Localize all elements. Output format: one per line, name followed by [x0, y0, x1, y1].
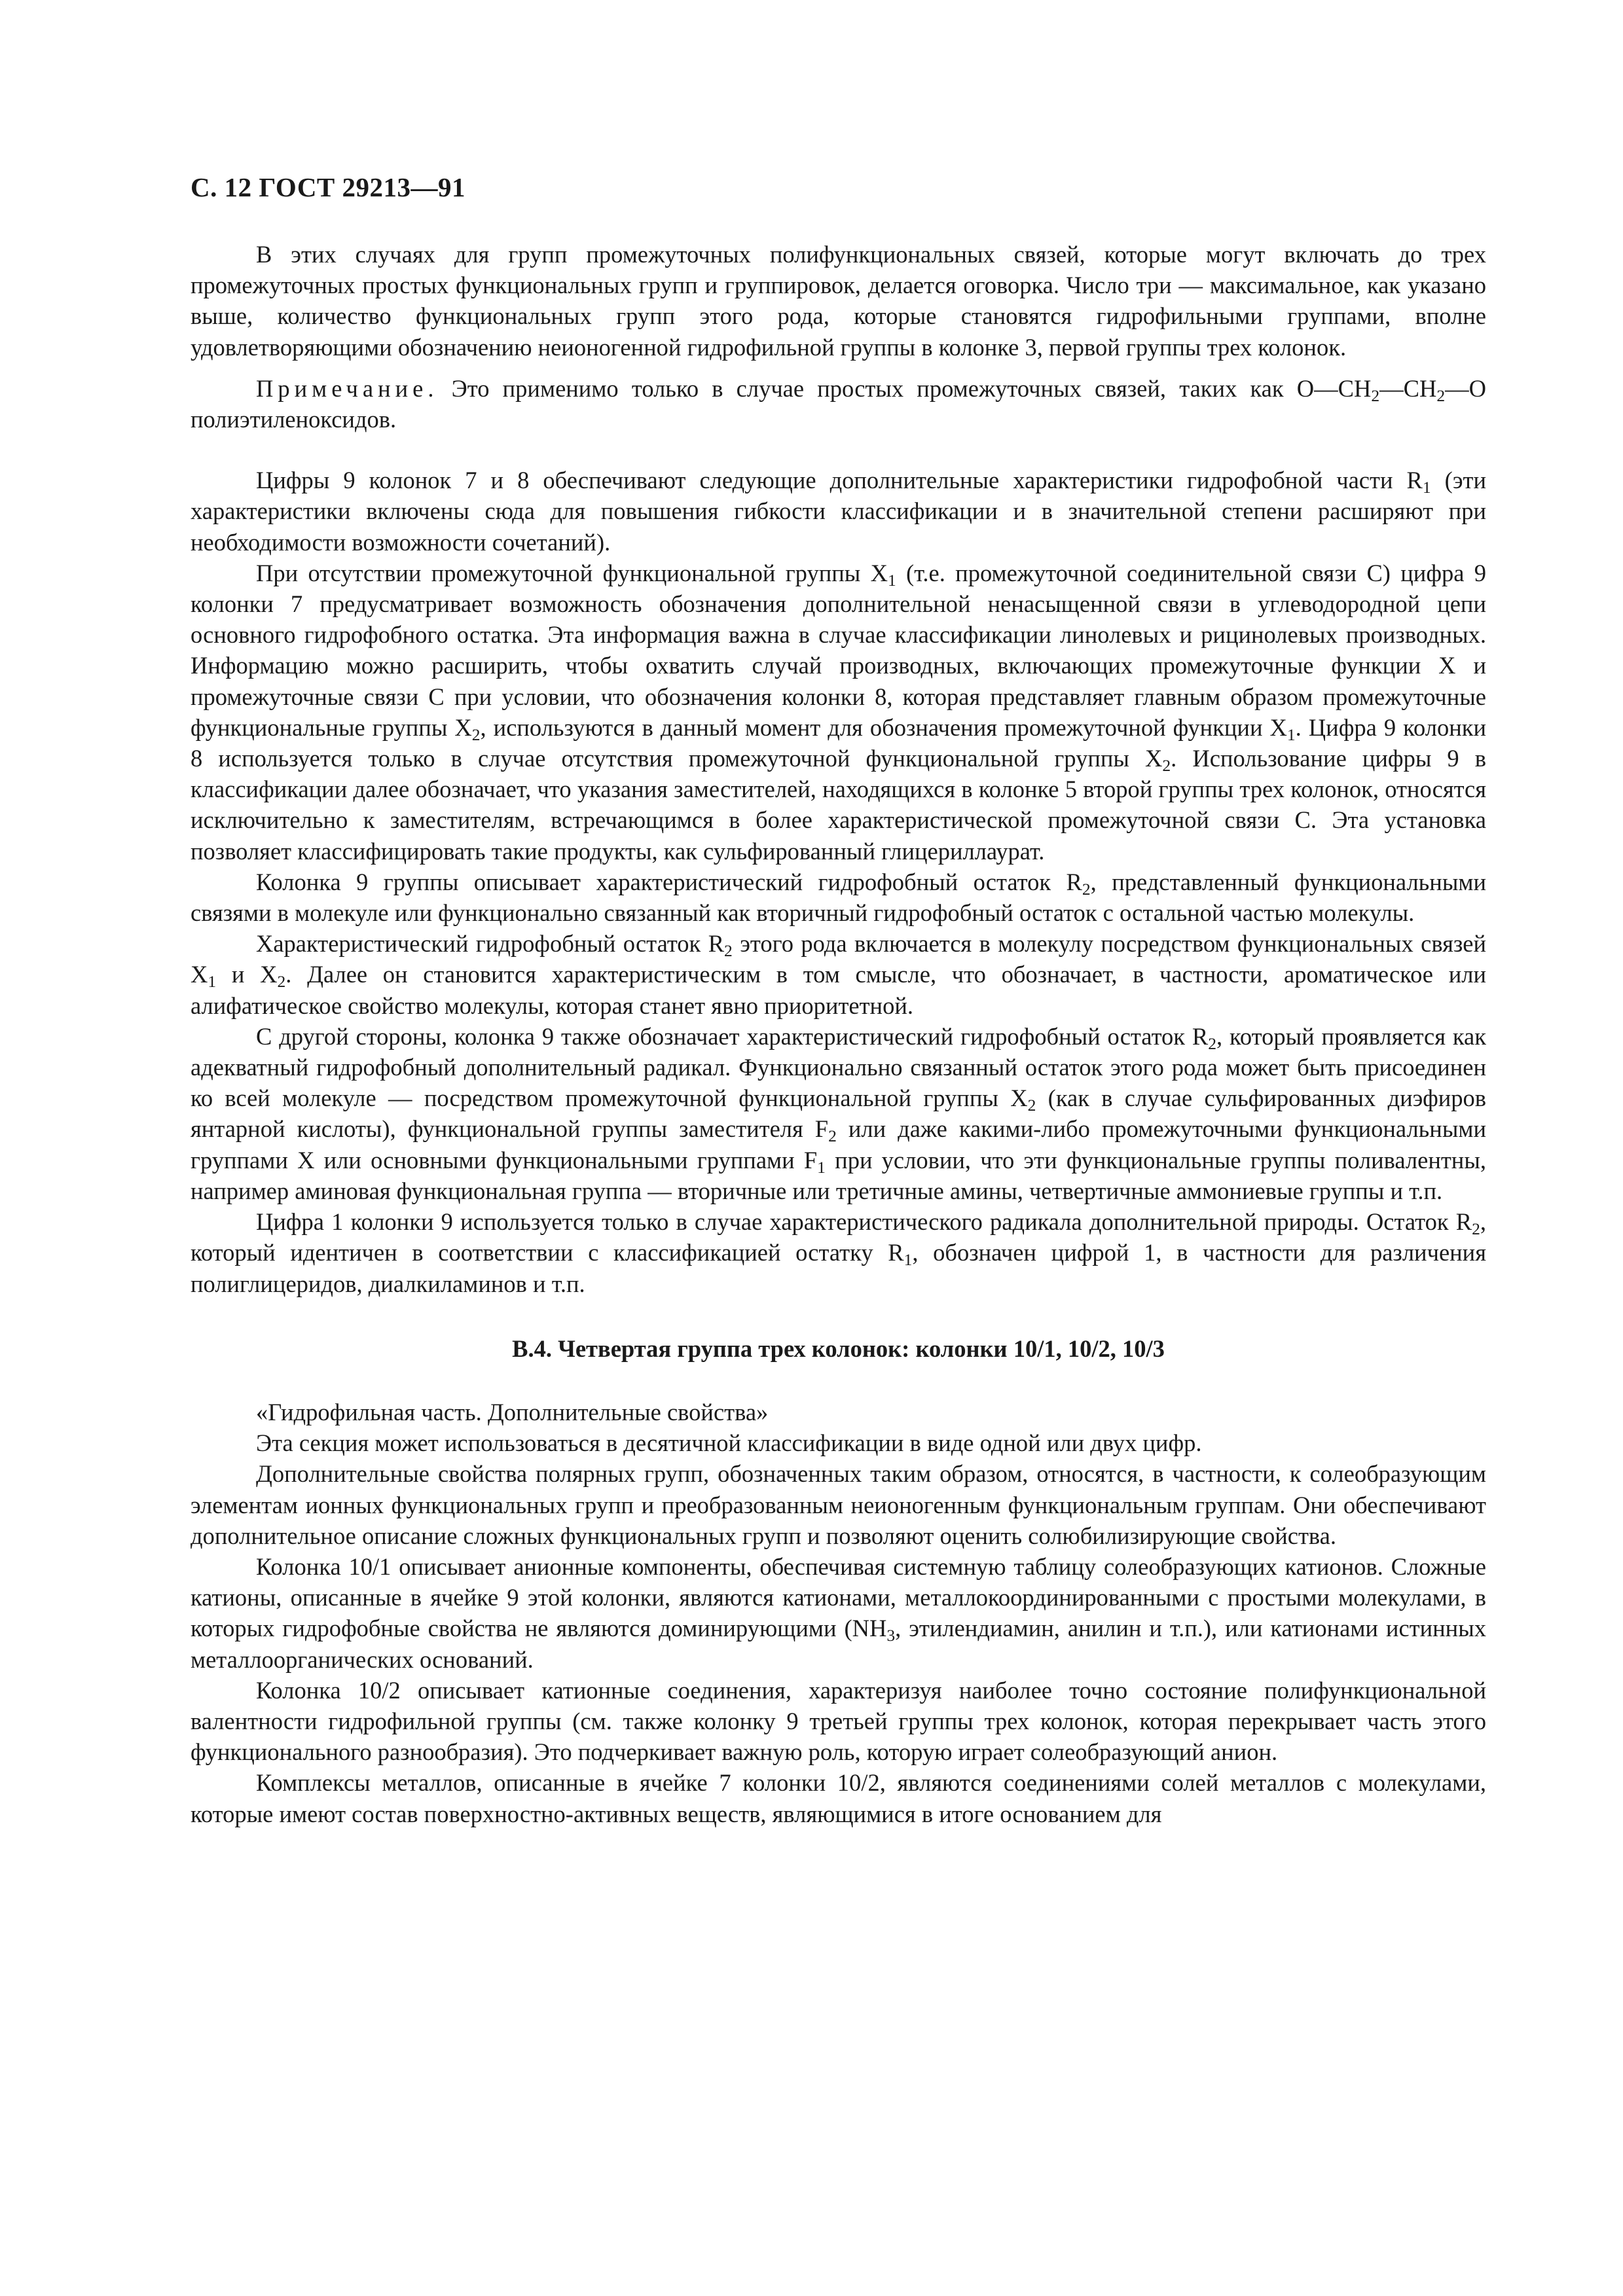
paragraph-section-usage: Эта секция может использоваться в десятичной классификации в виде одной или двух цифр.	[256, 1429, 1202, 1457]
subscript: 2	[828, 1126, 837, 1146]
subscript: 2	[277, 972, 286, 992]
paragraph-no-group	[191, 558, 1486, 867]
text-run: (как в случае сульфированных диэфиров янтарной кислоты), функциональной группы заместителя F	[191, 1085, 1486, 1143]
text-run: , который проявляется как адекватный гидрофобный дополнительный радикал. Функционально связанный остаток этого рода может быть присоединен ко всей молекуле — посредством промежуточной функциональной группы X	[191, 1022, 1486, 1112]
subscript: 2	[1208, 1034, 1217, 1054]
text-run: , который идентичен в соответствии с классификацией остатку R	[191, 1208, 1486, 1266]
paragraph-residue	[191, 928, 1486, 1021]
subscript: 1	[1422, 478, 1431, 497]
text-run: Колонка 9 группы описывает характеристический гидрофобный остаток R	[256, 868, 1082, 895]
text-run: . Цифра 9 колонки 8 используется только в случае отсутствия промежуточной функциональной группы X	[191, 713, 1486, 772]
subscript: 2	[1162, 756, 1171, 776]
text-run: Колонка 10/1 описывает анионные компоненты, обеспечивая системную таблицу солеобразующих катионов. Сложные катионы, описанные в ячейке 9 этой колонки, являются катионами, металлокоординированными с простыми молекулами, в которых гидрофобные свойства не являются доминирующими (NH	[191, 1552, 1486, 1642]
paragraph-additional-props: Дополнительные свойства полярных групп, обозначенных таким образом, относятся, в частности, к солеобразующим элементам ионных функциональных групп и преобразованным неионогенным функциональным группам. Они обеспечивают дополнительное описание сложных функциональных групп и позволяют оценить солюбилизирующие свойства.	[191, 1460, 1486, 1549]
subscript: 1	[903, 1250, 913, 1270]
section-heading: В.4. Четвертая группа трех колонок: колонки 10/1, 10/2, 10/3	[512, 1335, 1165, 1362]
note-text: Это применимо только в случае простых промежуточных связей, таких как O—CH	[438, 374, 1372, 402]
text-run: Цифра 1 колонки 9 используется только в случае характеристического радикала дополнительной природы. Остаток R	[256, 1208, 1472, 1236]
subscript: 2	[1027, 1096, 1036, 1115]
subscript: 2	[1436, 386, 1446, 405]
subscript: 2	[471, 725, 481, 744]
paragraph-column-10-2: Колонка 10/2 описывает катионные соединения, характеризуя наиболее точно состояние полифункциональной валентности гидрофильной группы (см. также колонку 9 третьей группы трех колонок, которая перекрывает часть этого функционального разнообразия). Это подчеркивает важную роль, которую играет солеобразующий анион.	[191, 1676, 1486, 1766]
subscript: 2	[1082, 880, 1091, 899]
paragraph-digit-1	[191, 1206, 1486, 1299]
paragraph-column-10-1	[191, 1551, 1486, 1675]
text-run: , используются в данный момент для обозначения промежуточной функции X	[480, 713, 1287, 741]
text-run: , обозначен цифрой 1, в частности для различения полиглицеридов, диалкиламинов и т.п.	[191, 1239, 1486, 1297]
page-header: С. 12 ГОСТ 29213—91	[191, 172, 466, 202]
text-run: . Далее он становится характеристическим в том смысле, что обозначает, в частности, ароматическое или алифатическое свойство молекулы, которая станет явно приоритетной.	[191, 961, 1486, 1019]
paragraph-other-side	[191, 1021, 1486, 1206]
subscript: 1	[1286, 725, 1296, 744]
subscript: 3	[886, 1626, 896, 1645]
subscript: 1	[817, 1157, 826, 1177]
text-run: , представленный функциональными связями в молекуле или функционально связанный как вторичный гидрофобный остаток с остальной частью молекулы.	[191, 868, 1486, 927]
text-run: и X	[216, 961, 278, 988]
text-run: Характеристический гидрофобный остаток R	[256, 930, 725, 958]
subscript: 2	[1472, 1219, 1480, 1239]
paragraph-subtitle: «Гидрофильная часть. Дополнительные свойства»	[256, 1398, 769, 1426]
text-run: или даже какими-либо промежуточными функциональными группами X или основными функциональными группами F	[191, 1115, 1486, 1174]
note-text: —O полиэтиленоксидов.	[191, 374, 1486, 433]
subscript: 1	[887, 570, 896, 590]
text-run: При отсутствии промежуточной функциональной группы X	[256, 559, 888, 586]
paragraph-column-9	[191, 867, 1486, 928]
note-label: Примечание.	[256, 374, 439, 402]
note-text: —CH	[1379, 374, 1437, 402]
text-run: Цифры 9 колонок 7 и 8 обеспечивают следующие дополнительные характеристики гидрофобной части R	[256, 467, 1423, 494]
text-run: этого рода включается в молекулу посредством функциональных связей X	[191, 930, 1487, 988]
paragraph-intro: В этих случаях для групп промежуточных полифункциональных связей, которые могут включать до трех промежуточных простых функциональных групп и группировок, делается оговорка. Число три — максимальное, как указано выше, количество функциональных групп этого рода, которые становятся гидрофильными группами, вполне удовлетворяющими обозначению неионогенной гидрофильной группы в колонке 3, первой группы трех колонок.	[191, 241, 1486, 361]
paragraph-metal-complexes: Комплексы металлов, описанные в ячейке 7 колонки 10/2, являются соединениями солей металлов с молекулами, которые имеют состав поверхностно-активных веществ, являющимися в итоге основанием для	[191, 1769, 1486, 1827]
text-run: , этилендиамин, анилин и т.п.), или катионами истинных металлоорганических оснований.	[191, 1615, 1486, 1673]
text-run: при условии, что эти функциональные группы поливалентны, например аминовая функциональная группа — вторичные или третичные амины, четвертичные аммониевые группы и т.п.	[191, 1146, 1486, 1204]
text-run: С другой стороны, колонка 9 также обозначает характеристический гидрофобный остаток R	[256, 1022, 1209, 1050]
subscript: 1	[208, 972, 217, 992]
note-paragraph	[191, 373, 1486, 435]
text-run: (эти характеристики включены сюда для повышения гибкости классификации и в значительной степени расширяют при необходимости возможности сочетаний).	[191, 467, 1486, 556]
text-run: (т.е. промежуточной соединительной связи С) цифра 9 колонки 7 предусматривает возможность обозначения дополнительной ненасыщенной связи в углеводородной цепи основного гидрофобного остатка. Эта информация важна в случае классификации линолевых и рицинолевых производных. Информацию можно расширить, чтобы охватить случай производных, включающих промежуточные функции X и промежуточные связи С при условии, что обозначения колонки 8, которая представляет главным образом промежуточные функциональные группы X	[191, 559, 1486, 741]
text-run: . Использование цифры 9 в классификации далее обозначает, что указания заместителей, находящихся в колонке 5 второй группы трех колонок, относятся исключительно к заместителям, встречающимся в более характеристической промежуточной связи С. Эта установка позволяет классифицировать такие продукты, как сульфированный глицериллаурат.	[191, 745, 1487, 865]
subscript: 2	[724, 941, 733, 961]
subscript: 2	[1371, 386, 1380, 405]
paragraph-digits-9	[191, 465, 1486, 558]
document-body	[191, 239, 1486, 1829]
